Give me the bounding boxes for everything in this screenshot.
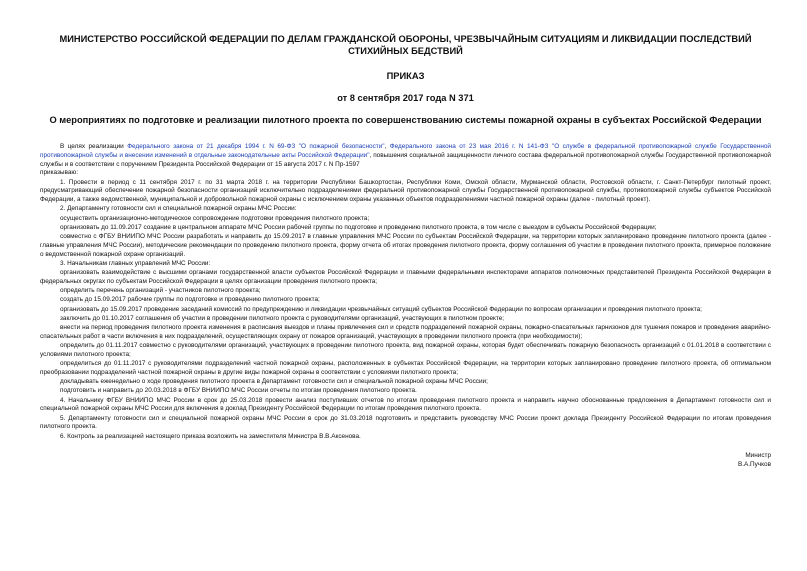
order-paragraph: определить перечень организаций - участников пилотного проекта; <box>60 287 261 294</box>
order-paragraph: 6. Контроль за реализацией настоящего приказа возложить на заместителя Министра В.В.Аксенова. <box>60 432 361 440</box>
law-link-69fz[interactable]: Федерального закона от 21 декабря 1994 г. N 69-ФЗ "О пожарной безопасности" <box>127 143 385 150</box>
order-paragraph: организовать до 11.09.2017 создание в центральном аппарате МЧС России рабочей группы по подготовке и проведению пилотного проекта, в том числе с выездом в субъекты Российской Федерации; <box>60 223 657 231</box>
order-paragraph: совместно с ФГБУ ВНИИПО МЧС России разработать и направить до 15.09.2017 в главные управления МЧС России по субъектам Российской Федерации, на территории которых запланировано проведение пилотного проекта (далее - главные управления МЧС России), методические рекомендации по проведению пилотного проекта, форму отчета об итогах проведения пилотного проекта, форму соглашения об участии в проведении пилотного проекта, примерное положение о ведомственной пожарной охране организаций. <box>40 233 771 258</box>
signatory-name: В.А.Пучков <box>737 461 771 469</box>
document-date: от 8 сентября 2017 года N 371 <box>337 93 474 103</box>
preamble-text: В целях реализации <box>60 143 128 150</box>
preamble-paragraph <box>40 143 771 169</box>
signatory-position: Министр <box>745 452 771 460</box>
order-paragraph: 5. Департаменту готовности сил и специальной пожарной охраны МЧС России в срок до 31.03.2018 подготовить и представить руководству МЧС России проект доклада Президенту Российской Федерации по итогам проведения пилотного проекта. <box>40 414 771 431</box>
order-paragraph: 4. Начальнику ФГБУ ВНИИПО МЧС России в срок до 25.03.2018 провести анализ поступивших отчетов по итогам проведения пилотного проекта и направить научно обоснованные предложения в Департамент готовности сил и специальной пожарной охраны МЧС России для включения в доклад Президенту Российской Федерации по итогам проведения пилотного проекта. <box>40 396 771 413</box>
order-paragraphs <box>40 179 771 442</box>
order-paragraph: 2. Департаменту готовности сил и специальной пожарной охраны МЧС России: <box>60 205 297 213</box>
order-paragraph: 1. Провести в период с 11 сентября 2017 г. по 31 марта 2018 г. на территории Республики Башкортостан, Республики Коми, Омской области, Мурманской области, Ростовской области, г. Санкт-Петербург пилотный проект, предусматривающий обеспечение пожарной безопасности организаций исключительно подразделениями федеральной противопожарной службы Государственной противопожарной службы, противопожарной службы субъектов Российской Федерации, а также ведомственной, муниципальной и добровольной пожарной охраны с исключением охраны указанных объектов подразделениями частной пожарной охраны (далее - пилотный проект). <box>40 178 771 203</box>
order-paragraph: осуществить организационно-методическое сопровождение подготовки проведения пилотного проекта; <box>60 214 370 222</box>
document-title: О мероприятиях по подготовке и реализации пилотного проекта по совершенствованию системы пожарной охраны в субъектах Российской Федерации <box>49 115 762 125</box>
orders-word: приказываю: <box>40 169 78 177</box>
signature-block <box>40 451 771 469</box>
order-paragraph: организовать взаимодействие с высшими органами государственной власти субъектов Российской Федерации и главными федеральными инспекторами аппаратов полномочных представителей Президента Российской Федерации в федеральных округах по субъектам Российской Федерации в целях организации проведения пилотного проекта; <box>40 269 771 285</box>
issuing-authority: МИНИСТЕРСТВО РОССИЙСКОЙ ФЕДЕРАЦИИ ПО ДЕЛАМ ГРАЖДАНСКОЙ ОБОРОНЫ, ЧРЕЗВЫЧАЙНЫМ СИТУАЦИЯМ И ЛИКВИДАЦИИ ПОСЛЕДСТВИЙ СТИХИЙНЫХ БЕДСТВИЙ <box>59 34 752 56</box>
document-type: ПРИКАЗ <box>386 71 425 81</box>
preamble-text-tail: , повышения социальной защищенности личного состава федеральной противопожарной службы Государственной противопожарной службы и в соответствии с поручением Президента Российской Федерации от 15 августа 2017 г. N Пр-1597 <box>40 151 771 168</box>
order-paragraph: определиться до 01.11.2017 с руководителями подразделений частной пожарной охраны, расположенных в субъектах Российской Федерации, на территории которых запланировано проведение пилотного проекта, об оптимальном преобразовании подразделений частной пожарной охраны в другие виды пожарной охраны в соответствии с условиями пилотного проекта; <box>40 360 771 376</box>
order-paragraph: определить до 01.11.2017 совместно с руководителями организаций, участвующих в проведении пилотного проекта, вид пожарной охраны, которая будет обеспечивать пожарную безопасность организаций с 01.01.2018 в соответствии с условиями пилотного проекта; <box>40 342 771 358</box>
order-paragraph: внести на период проведения пилотного проекта изменения в расписания выездов и планы привлечения сил и средств подразделений пожарной охраны, пожарно-спасательных гарнизонов для тушения пожаров и проведения аварийно-спасательных работ в части включения в них подразделений, осуществляющих охрану от пожаров организаций, участвующих в проведении пилотного проекта (при необходимости); <box>40 324 771 340</box>
order-paragraph: 3. Начальникам главных управлений МЧС России: <box>60 259 211 267</box>
order-paragraph: докладывать еженедельно о ходе проведения пилотного проекта в Департамент готовности сил и специальной пожарной охраны МЧС России; <box>60 378 488 385</box>
law-link-141fz[interactable]: Федерального закона от 23 мая 2016 г. N 141-ФЗ "О службе в федеральной противопожарной службе Государственной противопожарной службы и внесении изменений в отдельные законодательные акты Российской Федерации" <box>40 143 771 159</box>
order-paragraph: создать до 15.09.2017 рабочие группы по подготовке и проведению пилотного проекта; <box>60 296 320 304</box>
order-paragraph: заключить до 01.10.2017 соглашения об участии в проведении пилотного проекта с руководителями организаций, участвующих в пилотном проекте; <box>60 314 505 322</box>
order-paragraph: подготовить и направить до 20.03.2018 в ФГБУ ВНИИПО МЧС России отчеты по итогам проведения пилотного проекта. <box>60 387 417 395</box>
preamble-separator: , <box>384 143 390 150</box>
document-body <box>40 143 771 441</box>
order-paragraph: организовать до 15.09.2017 проведение заседаний комиссий по предупреждению и ликвидации чрезвычайных ситуаций субъектов Российской Федерации по вопросам организации и проведения пилотного проекта; <box>60 305 702 313</box>
document-page <box>40 33 771 469</box>
